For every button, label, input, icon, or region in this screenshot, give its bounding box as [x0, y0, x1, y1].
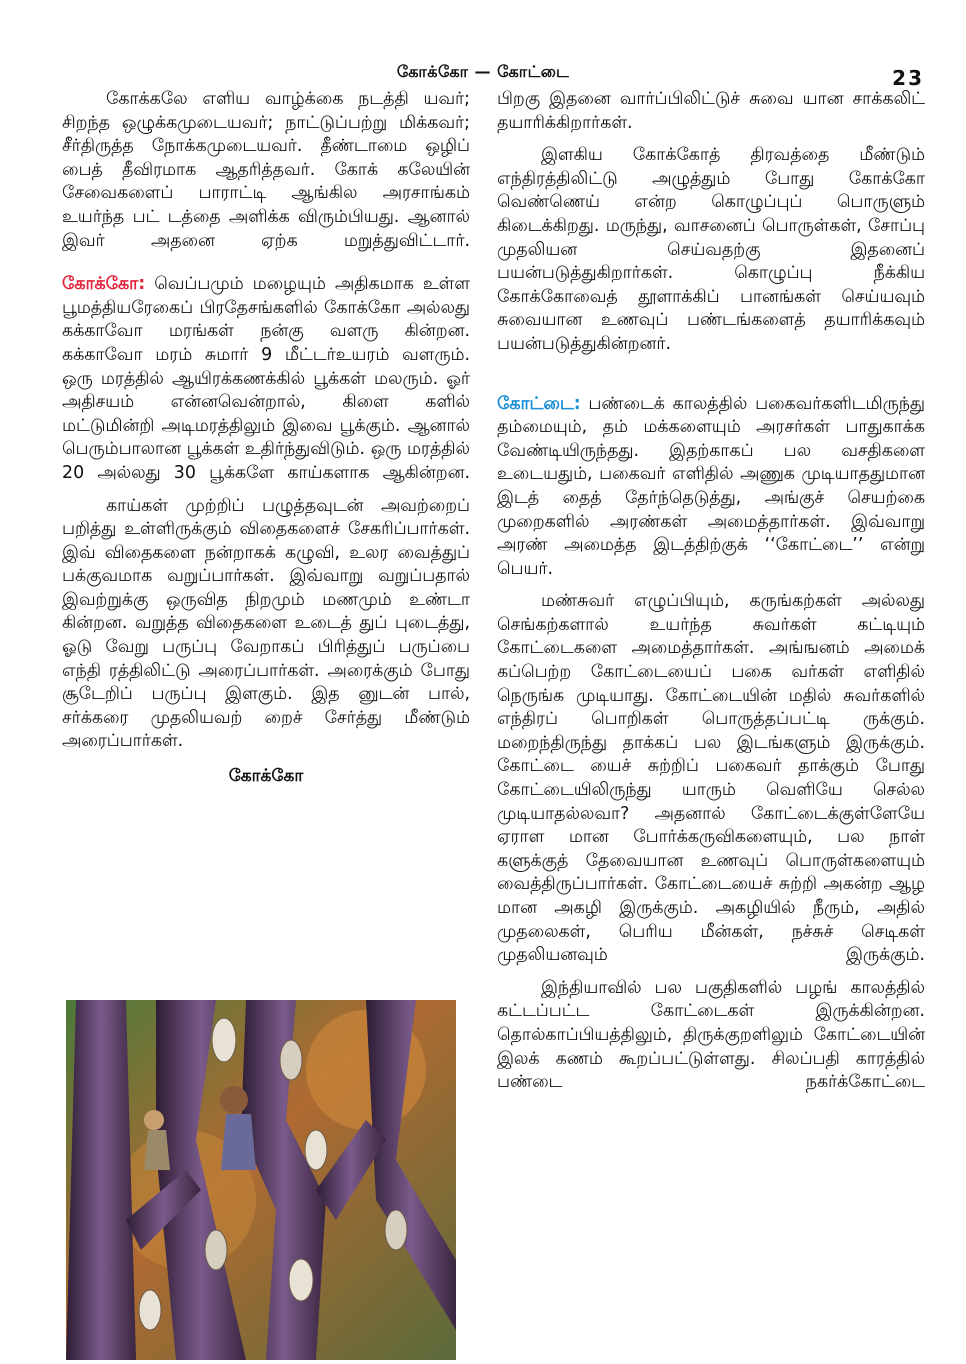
right-column [497, 88, 925, 1104]
fort-walls-paragraph: மண்சுவர் எழுப்பியும், கருங்கற்கள் அல்லது செங்கற்களால் உயர்ந்த சுவர்கள் கட்டியும் கோட்டைகளை அமைத்தார்கள். அங்ஙனம் அமைக் கப்பெற்ற கோட்டையைப் பகை வர்கள் எளிதில் நெருங்க முடியாது. கோட்டையின் மதில் சுவர்களில் எந்திரப் பொறிகள் பொருத்தப்பட்டி ருக்கும். மறைந்திருந்து தாக்கப் பல இடங்களும் இருக்கும். கோட்டை யைச் சுற்றிப் பகைவர் தாக்கும் போது கோட்டையிலிருந்து யாரும் வெளியே செல்ல முடியாதல்லவா? அதனால் கோட்டைக்குள்ளேயே ஏராள மான போர்க்கருவிகளையும், பல நாள் களுக்குத் தேவையான உணவுப் பொருள்களையும் வைத்திருப்பார்கள். கோட்டையைச் சுற்றி அகன்ற ஆழ மான அகழி இருக்கும். அகழியில் நீரும், அதில் முதலைகள், பெரிய மீன்கள், நச்சுச் செடிகள் முதலியனவும் இருக்கும். [497, 591, 925, 966]
india-forts-paragraph: இந்தியாவில் பல பகுதிகளில் பழங் காலத்தில் கட்டப்பட்ட கோட்டைகள் இருக்கின்றன. தொல்காப்பியத்திலும், திருக்குறளிலும் கோட்டையின் இலக் கணம் கூறப்பட்டுள்ளது. சிலப்பதி காரத்தில் பண்டை நகர்க்கோட்டை [497, 977, 925, 1093]
cocoa-text: வெப்பமும் மழையும் அதிகமாக உள்ள பூமத்தியரேகைப் பிரதேசங்களில் கோக்கோ அல்லது கக்காவோ மரங்கள் நன்கு வளரு கின்றன. கக்காவோ மரம் சுமார் 9 மீட்டர்உயரம் வளரும். ஒரு மரத்தில் ஆயிரக்கணக்கில் பூக்கள் மலரும். ஓர் அதிசயம் என்னவென்றால், கிளை களில் மட்டுமின்றி அடிமரத்திலும் இவை பூக்கும். ஆனால் பெரும்பாலான பூக்கள் உதிர்ந்துவிடும். ஒரு மரத்தில் 20 அல்லது 30 பூக்களே காய்களாக ஆகின்றன. [62, 274, 470, 483]
figure-caption: கோக்கோ [228, 766, 304, 787]
fort-heading: கோட்டை: [497, 393, 581, 414]
left-column [62, 88, 470, 798]
cocoa-paragraph [62, 273, 470, 485]
page-number: 23 [892, 66, 924, 90]
chocolate-paragraph: பிறகு இதனை வார்ப்பிலிட்டுச் சுவை யான சாக்கலிட் தயாரிக்கிறார்கள். [497, 89, 925, 133]
cocoa-tree-illustration [66, 1000, 456, 1360]
running-title: கோக்கோ — கோட்டை [396, 62, 570, 81]
cocoa-heading: கோக்கோ: [62, 274, 146, 295]
cocoa-process-paragraph: காய்கள் முற்றிப் பழுத்தவுடன் அவற்றைப் பறித்து உள்ளிருக்கும் விதைகளைச் சேகரிப்பார்கள். இவ் விதைகளை நன்றாகக் கழுவி, உலர வைத்துப் பக்குவமாக வறுப்பார்கள். இவ்வாறு வறுப்பதால் இவற்றுக்கு ஒருவித நிறமும் மணமும் உண்டா கின்றன. வறுத்த விதைகளை உடைத் துப் புடைத்து, ஓடு வேறு பருப்பு வேறாகப் பிரித்துப் பருப்பை எந்தி ரத்திலிட்டு அரைப்பார்கள். அரைக்கும் போது சூடேறிப் பருப்பு இளகும். இத னுடன் பால், சர்க்கரை முதலியவற் றைச் சேர்த்து மீண்டும் அரைப்பார்கள். [62, 495, 470, 752]
page-header [0, 62, 966, 90]
fort-paragraph [497, 393, 925, 582]
cocoa-butter-paragraph: இளகிய கோக்கோத் திரவத்தை மீண்டும் எந்திரத்திலிட்டு அழுத்தும் போது கோக்கோ வெண்ணெய் என்ற கொழுப்புப் பொருளும் கிடைக்கிறது. மருந்து, வாசனைப் பொருள்கள், சோப்பு முதலியன செய்வதற்கு இதனைப் பயன்படுத்துகிறார்கள். கொழுப்பு நீக்கிய கோக்கோவைத் தூளாக்கிப் பானங்கள் செய்யவும் சுவையான உணவுப் பண்டங்களைத் தயாரிக்கவும் பயன்படுத்துகின்றனர். [497, 145, 925, 354]
gokhale-paragraph: கோக்கலே எளிய வாழ்க்கை நடத்தி யவர்; சிறந்த ஒழுக்கமுடையவர்; நாட்டுப்பற்று மிக்கவர்; சீர்திருத்த நோக்கமுடையவர். தீண்டாமை ஒழிப் பைத் தீவிரமாக ஆதரித்தவர். கோக் கலேயின் சேவைகளைப் பாராட்டி ஆங்கில அரசாங்கம் உயர்ந்த பட் டத்தை அளிக்க விரும்பியது. ஆனால் இவர் அதனை ஏற்க மறுத்துவிட்டார். [62, 89, 470, 251]
cocoa-tree-picture [66, 1000, 456, 1360]
fort-text: பண்டைக் காலத்தில் பகைவர்களிடமிருந்து தம்மையும், தம் மக்களையும் அரசர்கள் பாதுகாக்க வேண்டியிருந்தது. இதற்காகப் பல வசதிகளை உடையதும், பகைவர் எளிதில் அணுக முடியாததுமான இடத் தைத் தேர்ந்தெடுத்து, அங்குச் செயற்கை முறைகளில் அரண்கள் அமைத்தார்கள். இவ்வாறு அரண் அமைத்த இடத்திற்குக் ‘‘கோட்டை’’ என்று பெயர். [497, 393, 925, 579]
